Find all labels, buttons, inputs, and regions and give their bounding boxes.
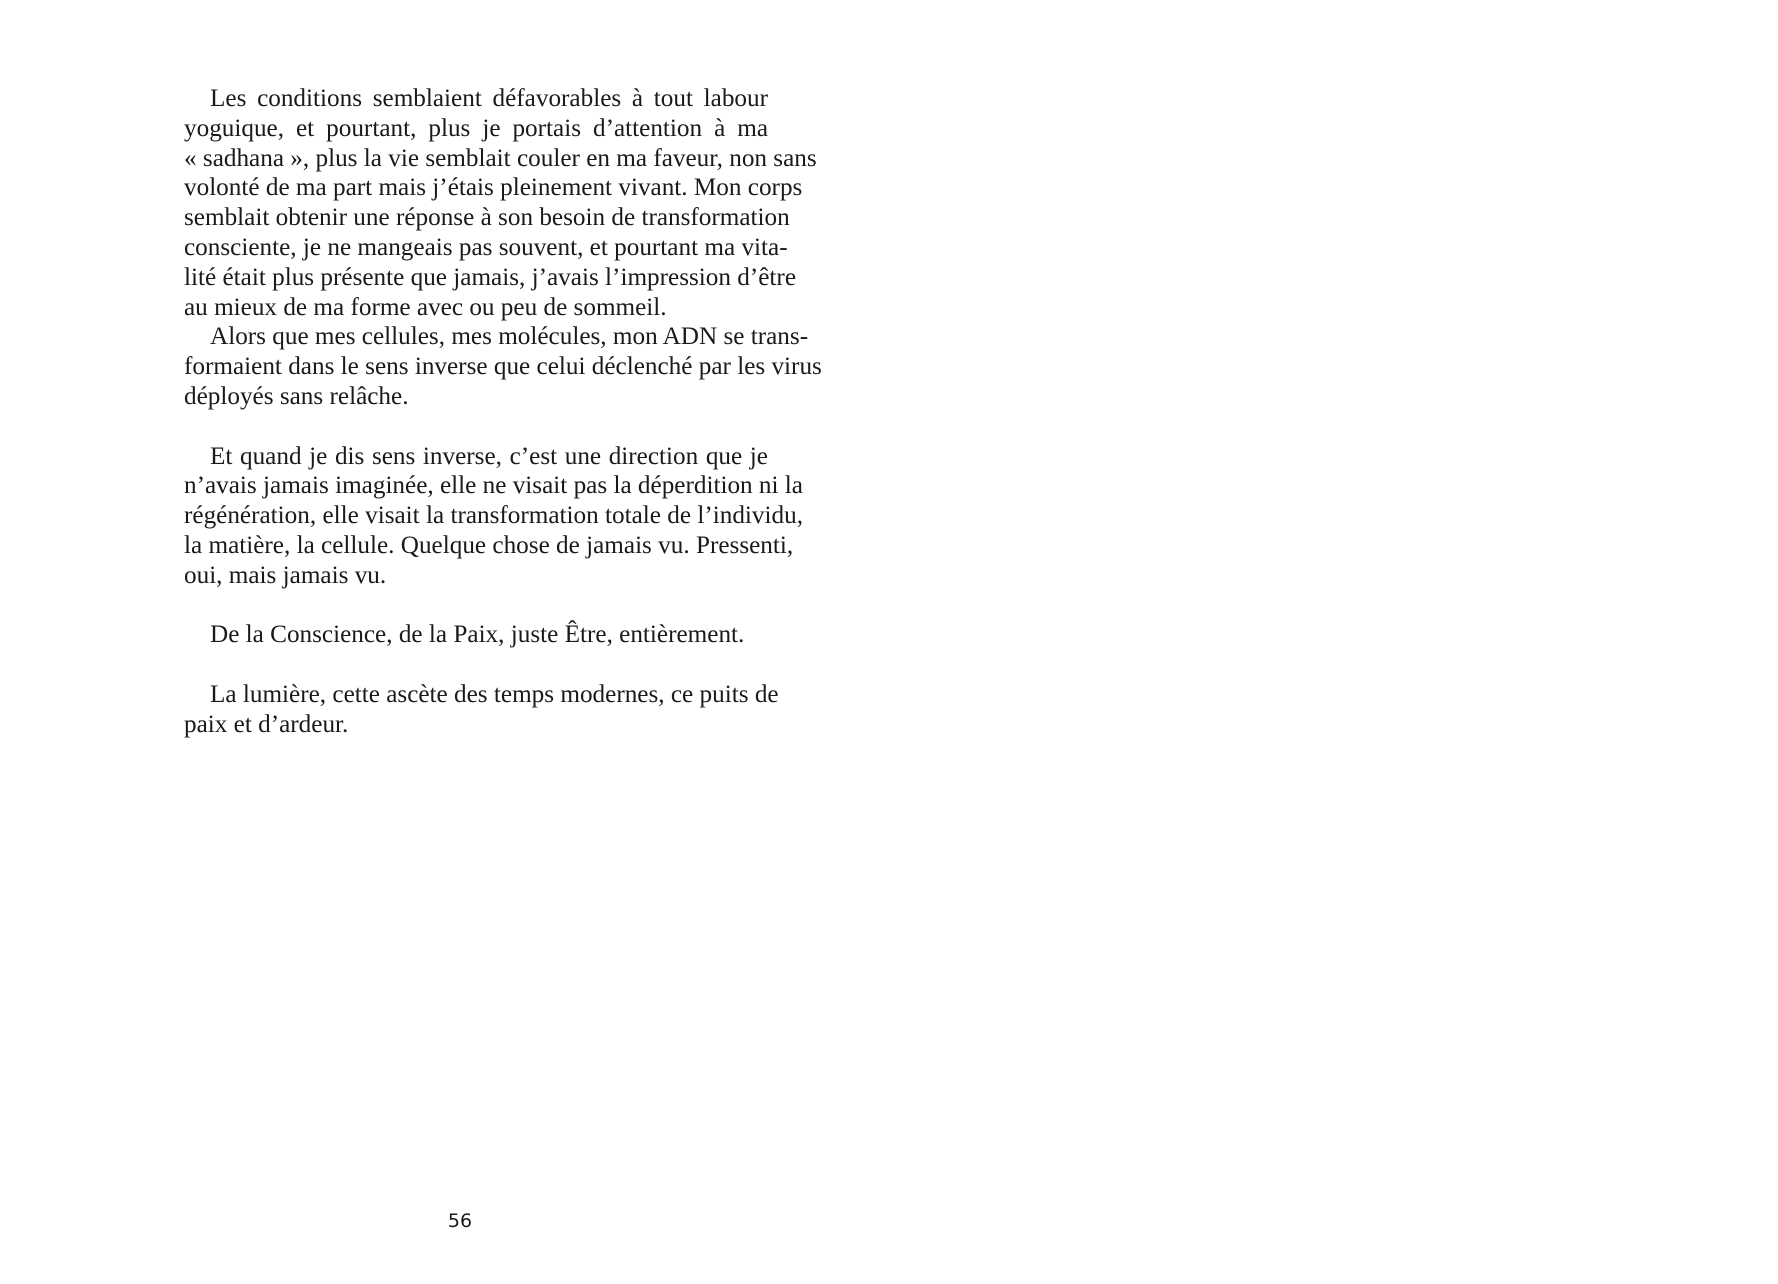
text-line: oui, mais jamais vu.: [184, 561, 387, 589]
paragraph-spacer: [158, 591, 768, 621]
text-line: volonté de ma part mais j’étais pleinement vivant. Mon corps: [184, 174, 803, 202]
text-line: yoguique, et pourtant, plus je portais d’attention à ma: [184, 114, 768, 142]
text-line: La lumière, cette ascète des temps modernes, ce puits de: [210, 680, 779, 708]
text-line: formaient dans le sens inverse que celui déclenché par les virus: [184, 353, 822, 381]
paragraph-spacer: [158, 412, 768, 442]
paragraph: [158, 84, 817, 322]
paragraph: [158, 620, 768, 650]
body-text: [158, 84, 822, 740]
text-line: « sadhana », plus la vie semblait couler en ma faveur, non sans: [184, 144, 817, 172]
text-line: consciente, je ne mangeais pas souvent, et pourtant ma vita-: [184, 233, 788, 261]
text-line: régénération, elle visait la transformation totale de l’individu,: [184, 502, 803, 530]
text-line: semblait obtenir une réponse à son besoin de transformation: [184, 204, 790, 232]
text-line: paix et d’ardeur.: [184, 710, 349, 738]
paragraph: [158, 442, 803, 591]
text-line: Les conditions semblaient défavorables à tout labour: [210, 85, 768, 112]
text-line: la matière, la cellule. Quelque chose de jamais vu. Pressenti,: [184, 531, 794, 559]
text-line: n’avais jamais imaginée, elle ne visait pas la déperdition ni la: [184, 472, 803, 500]
text-line: lité était plus présente que jamais, j’avais l’impression d’être: [184, 263, 797, 291]
text-line: au mieux de ma forme avec ou peu de sommeil.: [184, 293, 667, 321]
paragraph: [158, 322, 822, 411]
text-line: déployés sans relâche.: [184, 382, 409, 410]
paragraph-spacer: [158, 650, 768, 680]
text-line: Alors que mes cellules, mes molécules, mon ADN se trans-: [210, 323, 809, 351]
paragraph: [158, 680, 779, 740]
text-line: Et quand je dis sens inverse, c’est une direction que je: [210, 442, 768, 470]
page-number: 56: [447, 1210, 473, 1232]
text-line: De la Conscience, de la Paix, juste Être, entièrement.: [210, 621, 745, 649]
